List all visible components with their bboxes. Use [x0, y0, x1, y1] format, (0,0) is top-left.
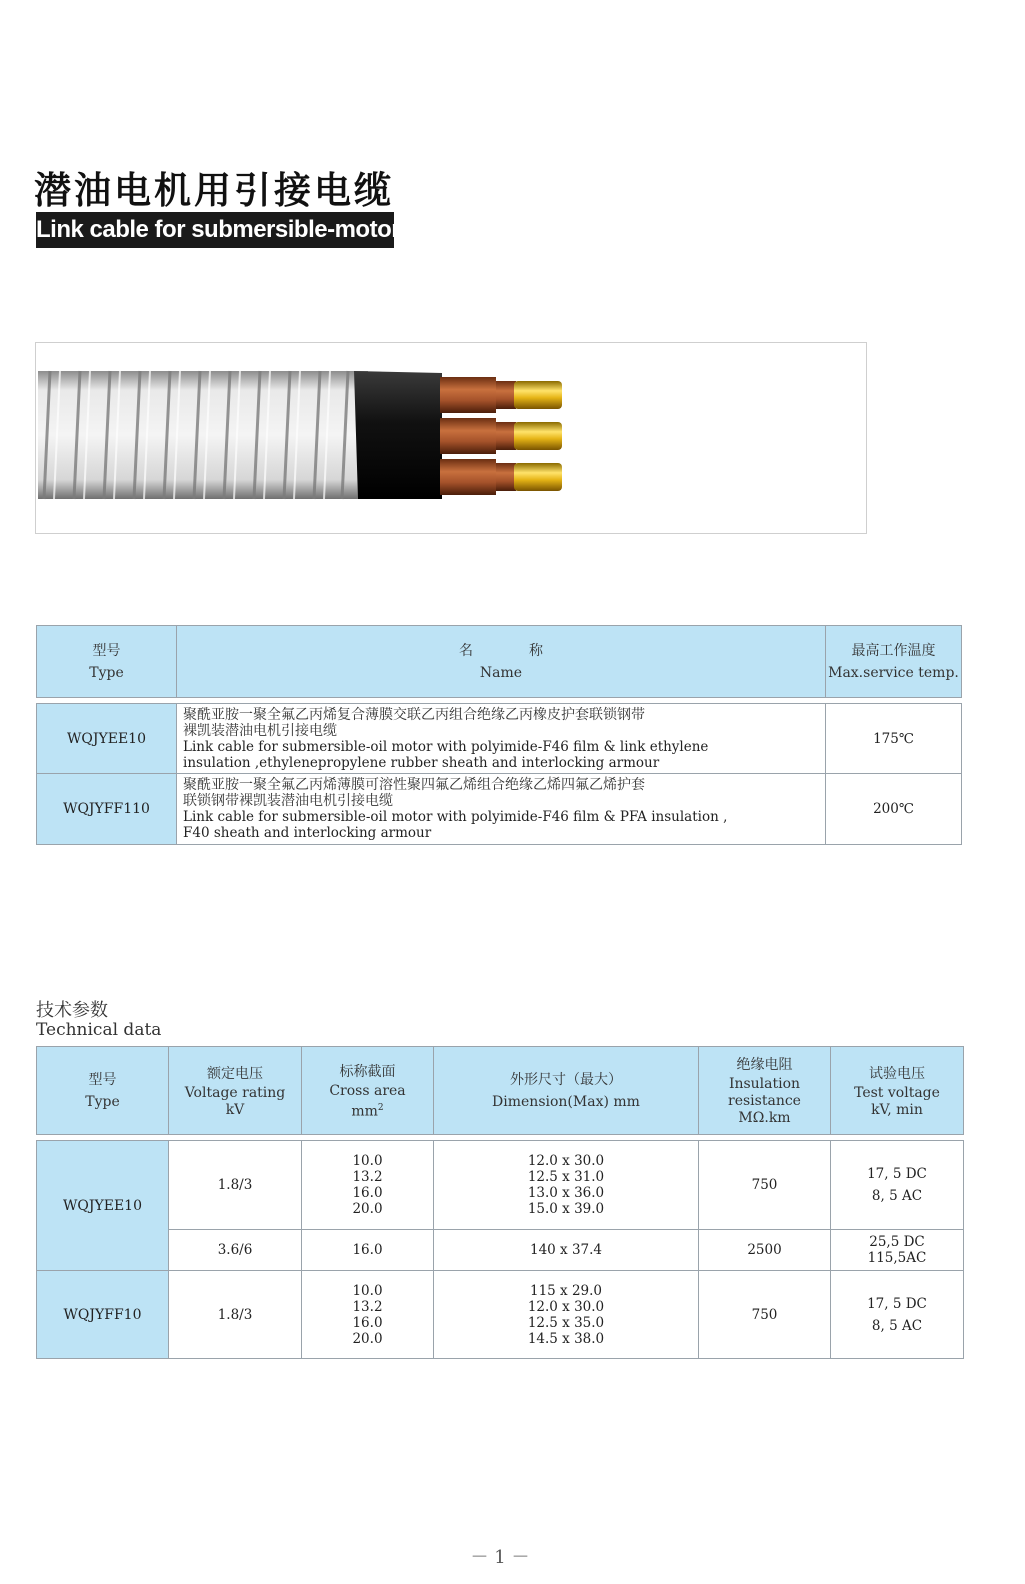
product-table-header [37, 626, 962, 698]
area-cell: 16.0 [302, 1230, 434, 1271]
header-test-voltage: 试验电压 Test voltage kV, min [831, 1047, 964, 1135]
header-dimension: 外形尺寸（最大） Dimension(Max) mm [434, 1047, 699, 1135]
test-voltage-cell: 17, 5 DC 8, 5 AC [831, 1141, 964, 1230]
resistance-cell: 750 [699, 1141, 831, 1230]
type-cell: WQJYEE10 [37, 704, 177, 774]
page-number: － 1 － [470, 1547, 530, 1568]
cable-photo [35, 342, 867, 534]
dimension-cell: 115 x 29.0 12.0 x 30.0 12.5 x 35.0 14.5 x 38.0 [434, 1271, 699, 1359]
header-temp: 最高工作温度 Max.service temp. [826, 626, 962, 698]
voltage-cell: 1.8/3 [169, 1141, 302, 1230]
name-cell: 聚酰亚胺一聚全氟乙丙烯复合薄膜交联乙丙组合绝缘乙丙橡皮护套联锁钢带 裸凯装潜油电机引接电缆 Link cable for submersible-oil motor with polyimide-F46 film & link ethylene insulation ,ethylenepropylene rubber sheath and interlocking armour [177, 704, 826, 774]
tech-table [36, 1046, 964, 1359]
table-row [37, 704, 962, 774]
voltage-cell: 3.6/6 [169, 1230, 302, 1271]
test-voltage-cell: 17, 5 DC 8, 5 AC [831, 1271, 964, 1359]
header-type: 型号 Type [37, 626, 177, 698]
dimension-cell: 12.0 x 30.0 12.5 x 31.0 13.0 x 36.0 15.0 x 39.0 [434, 1141, 699, 1230]
type-cell: WQJYEE10 [37, 1141, 169, 1271]
name-cell: 聚酰亚胺一聚全氟乙丙烯薄膜可溶性聚四氟乙烯组合绝缘乙烯四氟乙烯护套 联锁钢带裸凯装潜油电机引接电缆 Link cable for submersible-oil motor with polyimide-F46 film & PFA insulation , F40 sheath and interlocking armour [177, 774, 826, 845]
table-row [37, 774, 962, 845]
type-cell: WQJYFF110 [37, 774, 177, 845]
dimension-cell: 140 x 37.4 [434, 1230, 699, 1271]
table-row [37, 1271, 964, 1359]
header-type: 型号 Type [37, 1047, 169, 1135]
temp-cell: 175℃ [826, 704, 962, 774]
temp-cell: 200℃ [826, 774, 962, 845]
test-voltage-cell: 25,5 DC 115,5AC [831, 1230, 964, 1271]
tech-heading-cn: 技术参数 [36, 1000, 108, 1021]
header-name: 名 称 Name [177, 626, 826, 698]
type-cell: WQJYFF10 [37, 1271, 169, 1359]
page-title-en: Link cable for submersible-motor [36, 212, 394, 248]
resistance-cell: 750 [699, 1271, 831, 1359]
table-row [37, 1141, 964, 1230]
tech-table-header [37, 1047, 964, 1135]
voltage-cell: 1.8/3 [169, 1271, 302, 1359]
header-voltage: 额定电压 Voltage rating kV [169, 1047, 302, 1135]
header-area: 标称截面 Cross area $mm^2$ [302, 1047, 434, 1135]
header-insulation: 绝缘电阻 Insulation resistance MΩ.km [699, 1047, 831, 1135]
product-table [36, 625, 962, 845]
resistance-cell: 2500 [699, 1230, 831, 1271]
tech-heading-en: Technical data [36, 1020, 162, 1040]
area-cell: 10.0 13.2 16.0 20.0 [302, 1141, 434, 1230]
area-cell: 10.0 13.2 16.0 20.0 [302, 1271, 434, 1359]
table-row [37, 1230, 964, 1271]
page-title-cn: 潜油电机用引接电缆 [34, 169, 394, 212]
